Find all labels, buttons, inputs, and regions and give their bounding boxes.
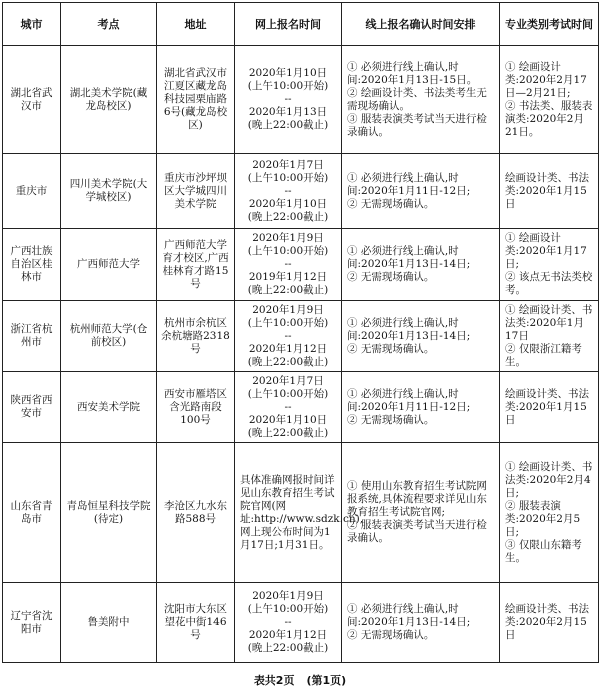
city-cell: 重庆市 [3,154,61,229]
header-address: 地址 [157,3,235,46]
signup-time-cell-line: -- [284,93,292,105]
signup-time-cell [235,46,342,154]
signup-time-cell-line: (上午10:00开始) [247,171,329,184]
exam-schedule-table [2,2,599,663]
signup-time-cell [235,583,342,663]
signup-time-cell-line: (晚上22:00截止) [247,426,329,439]
signup-time-cell-line: (上午10:00开始) [247,316,329,329]
table-row [3,46,599,154]
signup-time-cell-line: -- [284,329,292,342]
footer-total-pages: 表共2页 [253,674,295,687]
signup-time-cell-line: (上午10:00开始) [247,80,329,92]
signup-time-cell-line: 2020年1月10日 [248,413,328,426]
city-cell: 湖北省武汉市 [3,46,61,154]
signup-time-cell-line: 2020年1月9日 [252,232,324,244]
signup-time-cell [235,229,342,301]
header-city: 城市 [3,3,61,46]
confirm-cell [342,46,500,154]
exam-time-cell-line: ③ 仅限山东籍考生。 [505,538,582,564]
signup-time-cell-line: (晚上22:00截止) [247,355,329,368]
signup-time-cell-line: 2020年1月12日 [248,629,328,641]
site-cell: 鲁美附中 [61,583,157,663]
signup-time-cell [235,443,364,583]
confirm-cell-line: ② 无需现场确认。 [347,342,435,355]
site-cell: 四川美术学院(大学城校区) [61,154,157,229]
signup-time-cell [235,154,342,229]
address-cell: 杭州市余杭区余杭塘路2318号 [157,301,235,372]
header-signup: 网上报名时间 [235,3,342,46]
city-cell: 山东省青岛市 [3,443,61,583]
city-cell: 辽宁省沈阳市 [3,583,61,663]
confirm-cell [342,154,500,229]
exam-time-cell-line: 绘画设计类、书法类:2020年2月15日 [505,603,589,641]
address-cell: 西安市雁塔区含光路南段100号 [157,372,235,443]
signup-time-cell-line: (上午10:00开始) [247,603,329,615]
confirm-cell-line: ① 必须进行线上确认,时间:2020年1月13日-14日; [347,316,471,342]
table-row [3,443,599,583]
exam-time-cell-line: ① 绘画设计类、书法类:2020年2月4日; [505,460,593,499]
exam-time-cell-line: ② 书法类、服装表演类:2020年2月21日。 [505,99,593,138]
exam-time-cell-line: 绘画设计类、书法类:2020年1月15日 [505,387,589,426]
header-exam: 专业类别考试时间 [500,3,599,46]
table-row [3,229,599,301]
signup-time-cell-line: (上午10:00开始) [247,387,329,400]
exam-time-cell [500,443,599,583]
signup-time-cell-line: 2020年1月13日 [248,106,328,118]
header-site: 考点 [61,3,157,46]
confirm-cell-line: ② 无需现场确认。 [347,413,435,426]
confirm-cell-line: ② 无需现场确认。 [347,629,435,641]
site-cell: 杭州师范大学(仓前校区) [61,301,157,372]
footer-page-number: (第1页) [306,674,347,687]
confirm-cell-line: ② 绘画设计类、书法类考生无需现场确认。 [347,86,487,112]
address-cell: 沈阳市大东区望花中街146号 [157,583,235,663]
signup-time-cell-line: 2019年1月12日 [248,271,328,283]
signup-time-cell-line: (晚上22:00截止) [247,642,329,654]
signup-time-cell-line: 2020年1月10日 [248,197,328,210]
confirm-cell-line: ① 必须进行线上确认,时间:2020年1月13日-14日; [347,603,471,628]
site-cell: 青岛恒星科技学院(待定) [61,443,157,583]
signup-time-cell-line: (晚上22:00截止) [247,119,329,131]
exam-time-cell [500,154,599,229]
exam-time-cell-line: ② 仅限浙江籍考生。 [505,342,582,368]
signup-time-cell-line: -- [284,616,292,628]
signup-time-cell-line: -- [284,400,292,413]
signup-time-cell-line: 2020年1月9日 [252,303,324,316]
exam-time-cell [500,301,599,372]
exam-time-cell-line: ① 绘画设计类:2020年1月17日; [505,232,587,270]
confirm-cell [342,229,500,301]
header-confirm: 线上报名确认时间安排 [342,3,500,46]
table-row [3,583,599,663]
table-row [3,154,599,229]
signup-time-cell-line: (上午10:00开始) [247,245,329,257]
confirm-cell-line: ① 必须进行线上确认,时间:2020年1月13日-15日。 [347,60,478,86]
confirm-cell-line: ① 必须进行线上确认,时间:2020年1月11日-12日; [347,171,471,197]
exam-time-cell-line: ② 服装表演类:2020年2月5日; [505,499,581,538]
table-row [3,372,599,443]
table-row [3,301,599,372]
signup-time-cell-line: -- [284,258,292,270]
signup-time-cell-line: (晚上22:00截止) [247,210,329,223]
address-cell: 湖北省武汉市江夏区藏龙岛科技园栗庙路6号(藏龙岛校区) [157,46,235,154]
exam-time-cell [500,372,599,443]
confirm-cell [342,372,500,443]
exam-time-cell-line: 绘画设计类、书法类:2020年1月15日 [505,171,589,210]
confirm-cell [342,301,500,372]
confirm-cell-line: ② 服装表演类考试当天进行检录确认。 [347,519,487,544]
signup-time-cell [235,301,342,372]
address-cell: 重庆市沙坪坝区大学城四川美术学院 [157,154,235,229]
signup-time-cell-line: 2020年1月7日 [252,374,324,387]
confirm-cell-line: ① 必须进行线上确认,时间:2020年1月13日-14日; [347,245,471,270]
exam-time-cell [500,229,599,301]
signup-time-cell [235,372,342,443]
site-cell: 西安美术学院 [61,372,157,443]
page-footer [0,672,600,688]
signup-time-cell-line: -- [284,184,292,197]
signup-time-cell-line: 2020年1月10日 [248,67,328,79]
signup-time-cell-line: 具体准确网报时间详见山东教育招生考试院官网(网址:http://www.sdzk.cn),网上现公布时间为1月17日;1月31日。 [240,473,364,551]
exam-time-cell-line: ① 绘画设计类:2020年2月17日—2月21日; [505,60,587,99]
city-cell: 广西壮族自治区桂林市 [3,229,61,301]
confirm-cell-line: ② 无需现场确认。 [347,271,435,283]
confirm-cell-line: ② 无需现场确认。 [347,197,435,210]
exam-time-cell-line: ① 绘画设计类、书法类:2020年1月17日 [505,303,593,342]
site-cell: 广西师范大学 [61,229,157,301]
signup-time-cell-line: 2020年1月9日 [252,590,324,602]
address-cell: 广西师范大学育才校区,广西桂林育才路15号 [157,229,235,301]
signup-time-cell-line: 2020年1月12日 [248,342,328,355]
site-cell: 湖北美术学院(藏龙岛校区) [61,46,157,154]
exam-time-cell [500,46,599,154]
signup-time-cell-line: (晚上22:00截止) [247,284,329,296]
confirm-cell-line: ① 使用山东教育招生考试院网报系统,具体流程要求详见山东教育招生考试院官网; [347,480,487,518]
header-row [3,3,599,46]
address-cell: 李沧区九水东路588号 [157,443,235,583]
exam-time-cell [500,583,599,663]
city-cell: 陕西省西安市 [3,372,61,443]
signup-time-cell-line: 2020年1月7日 [252,158,324,171]
city-cell: 浙江省杭州市 [3,301,61,372]
exam-time-cell-line: ② 该点无书法类校考。 [505,271,593,296]
confirm-cell-line: ③ 服装表演类考试当天进行检录确认。 [347,112,487,138]
confirm-cell [342,443,500,583]
confirm-cell-line: ① 必须进行线上确认,时间:2020年1月11日-12日; [347,387,471,413]
confirm-cell [342,583,500,663]
